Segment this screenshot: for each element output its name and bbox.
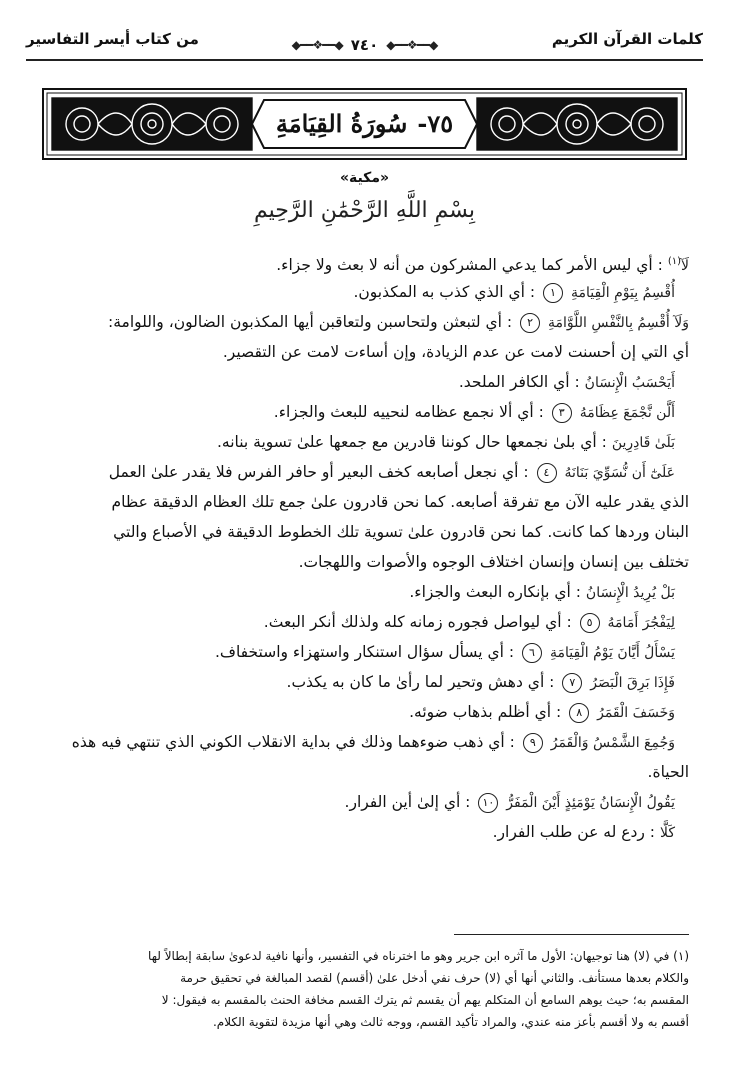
footnote-rule	[454, 934, 689, 935]
ayah-number-icon: ٨	[569, 703, 589, 723]
ayah-number-icon: ٧	[562, 673, 582, 693]
entry-continuation: أي التي إن أحسنت لامت عن عدم الزيادة، وإن أساءت لامت عن التقصير.	[222, 343, 689, 361]
entry-line	[40, 367, 689, 397]
explanation: : أي نجعل أصابعه كخف البعير أو حافر الفرس فلا يقدر علىٰ العمل	[108, 463, 529, 481]
quran-phrase: وَلَآ أُقْسِمُ بِالنَّفْسِ اللَّوَّامَةِ	[548, 315, 689, 331]
source-title: من كتاب أيسر التفاسير	[26, 30, 199, 48]
explanation: : أي بلىٰ نجمعها حال كوننا قادرين مع جمعها علىٰ تسوية بنانه.	[216, 433, 607, 451]
entry-continuation: الحياة.	[647, 763, 689, 781]
surah-banner	[42, 88, 687, 160]
explanation: : ردع له عن طلب الفرار.	[492, 823, 656, 841]
ornament-right-icon: ◆━━❖━━◆	[386, 38, 438, 52]
quran-phrase: وَجُمِعَ الشَّمْسُ وَالْقَمَرُ	[550, 735, 675, 751]
entry-line	[40, 397, 689, 427]
explanation: : أي ليواصل فجوره زمانه كله ولذلك أنكر البعث.	[263, 613, 572, 631]
quran-phrase: يَسْأَلُ أَيَّانَ يَوْمُ الْقِيَامَةِ	[549, 645, 675, 661]
quran-phrase: أَيَحْسَبُ الْإِنسَانُ	[584, 375, 675, 391]
ayah-number-icon: ٩	[523, 733, 543, 753]
basmala: بِسْمِ اللَّهِ الرَّحْمَٰنِ الرَّحِيمِ	[253, 198, 476, 223]
quran-phrase: أُقْسِمُ بِيَوْمِ الْقِيَامَةِ	[570, 285, 675, 301]
explanation: : أي ليس الأمر كما يدعي المشركون من أنه لا بعث ولا جزاء.	[276, 256, 663, 275]
entry-line	[40, 457, 689, 487]
entry-continuation: تختلف بين إنسان وإنسان اختلاف الوجوه والأصوات واللهجات.	[298, 553, 689, 571]
explanation: : أي ألا نجمع عظامه لنحييه للبعث والجزاء.	[273, 403, 544, 421]
quran-phrase: أَلَّن نَّجْمَعَ عِظَامَهُ	[579, 405, 675, 421]
explanation: : أي أظلم بذهاب ضوئه.	[409, 703, 562, 721]
ayah-number-icon: ١	[543, 283, 563, 303]
ayah-number-icon: ١٠	[478, 793, 498, 813]
entry-line	[40, 727, 689, 757]
entry-continuation: الذي يقدر عليه الآن مع تفرقة أصابعه. كما نحن قادرون علىٰ جمع تلك العظام الدقيقة عظام	[111, 493, 689, 511]
quran-phrase: فَإِذَا بَرِقَ الْبَصَرُ	[590, 675, 675, 691]
entry-line	[40, 667, 689, 697]
footnote-line: (١) في (لا) هنا توجيهان: الأول ما آثره ابن جرير وهو ما اخترناه في التفسير، وأنها نافية لدعوىٰ سابقة إبطالاً لها	[148, 949, 689, 963]
quran-phrase: وَخَسَفَ الْقَمَرُ	[597, 705, 675, 721]
entry-line	[40, 637, 689, 667]
quran-phrase: لَآ	[681, 258, 689, 275]
entry-line	[40, 307, 689, 337]
ayah-number-icon: ٣	[552, 403, 572, 423]
explanation: : أي يسأل سؤال استنكار واستهزاء واستخفاف.	[214, 643, 515, 661]
footnote-line: أقسم به ولا أقسم بأعز منه عندي، والمراد تأكيد القسم، ووجه ثالث وهي أنها مزيدة لتقوية الكلام.	[212, 1015, 689, 1029]
surah-name: سُورَةُ القِيَامَةِ	[275, 108, 408, 138]
ornament-left-icon: ◆━━❖━━◆	[291, 38, 343, 52]
quran-phrase: بَلْ يُرِيدُ الْإِنسَانُ	[585, 585, 675, 601]
quran-phrase: يَقُولُ الْإِنسَانُ يَوْمَئِذٍ أَيْنَ الْمَفَرُّ	[506, 795, 675, 811]
explanation: : أي بإنكاره البعث والجزاء.	[409, 583, 581, 601]
entry-line	[40, 247, 689, 277]
entry-line	[40, 427, 689, 457]
header-rule	[26, 59, 703, 61]
ayah-number-icon: ٤	[537, 463, 557, 483]
entry-line	[40, 697, 689, 727]
ayah-number-icon: ٥	[580, 613, 600, 633]
entry-line	[40, 277, 689, 307]
quran-phrase: كَلَّا	[659, 825, 675, 841]
explanation: : أي لتبعثن ولتحاسبن ولتعاقبن أيها المكذبون الضالون، واللوامة:	[108, 313, 513, 331]
footnote-line: المقسم به؛ حيث يوهم السامع أن المتكلم يهم أن يقسم ثم يترك القسم مخافة الحنث بالمقسم به فيقول: لا	[161, 993, 689, 1007]
page-number-block	[292, 36, 438, 54]
entry-line	[40, 607, 689, 637]
explanation: : أي دهش وتحير لما رأىٰ ما كان به يكذب.	[286, 673, 555, 691]
page-number: ٧٤٠	[350, 36, 379, 54]
entry-line	[40, 817, 689, 847]
explanation: : أي الكافر الملحد.	[458, 373, 580, 391]
surah-number: ٧٥-	[417, 108, 454, 138]
book-title: كلمات القرآن الكريم	[551, 30, 703, 48]
explanation: : أي إلىٰ أين الفرار.	[344, 793, 471, 811]
ayah-number-icon: ٦	[522, 643, 542, 663]
ayah-number-icon: ٢	[520, 313, 540, 333]
entry-line	[40, 787, 689, 817]
footnote-ref[interactable]: (١)	[667, 256, 682, 267]
quran-phrase: عَلَىٰٓ أَن نُّسَوِّيَ بَنَانَهُ	[564, 465, 675, 481]
footnote-line: والكلام بعدها مستأنف. والثاني أنها أي (لا) حرف نفي أدخل علىٰ (أقسم) لقصد المبالغة في تحقيق حرمة	[180, 971, 689, 985]
explanation: : أي ذهب ضوءهما وذلك في بداية الانقلاب الكوني الذي تنتهي فيه هذه	[71, 733, 515, 751]
entry-continuation: البنان وردها كما كانت. كما نحن قادرون علىٰ تسوية تلك الخطوط الدقيقة في الأصباع والتي	[113, 523, 689, 541]
surah-title	[262, 98, 467, 148]
quran-phrase: بَلَىٰ قَادِرِينَ	[611, 435, 675, 451]
quran-phrase: لِيَفْجُرَ أَمَامَهُ	[607, 615, 675, 631]
footnote	[40, 945, 689, 1033]
entry-line	[40, 577, 689, 607]
explanation: : أي الذي كذب به المكذبون.	[353, 283, 536, 301]
surah-type: «مكية»	[339, 170, 390, 186]
tafsir-body	[40, 247, 689, 847]
